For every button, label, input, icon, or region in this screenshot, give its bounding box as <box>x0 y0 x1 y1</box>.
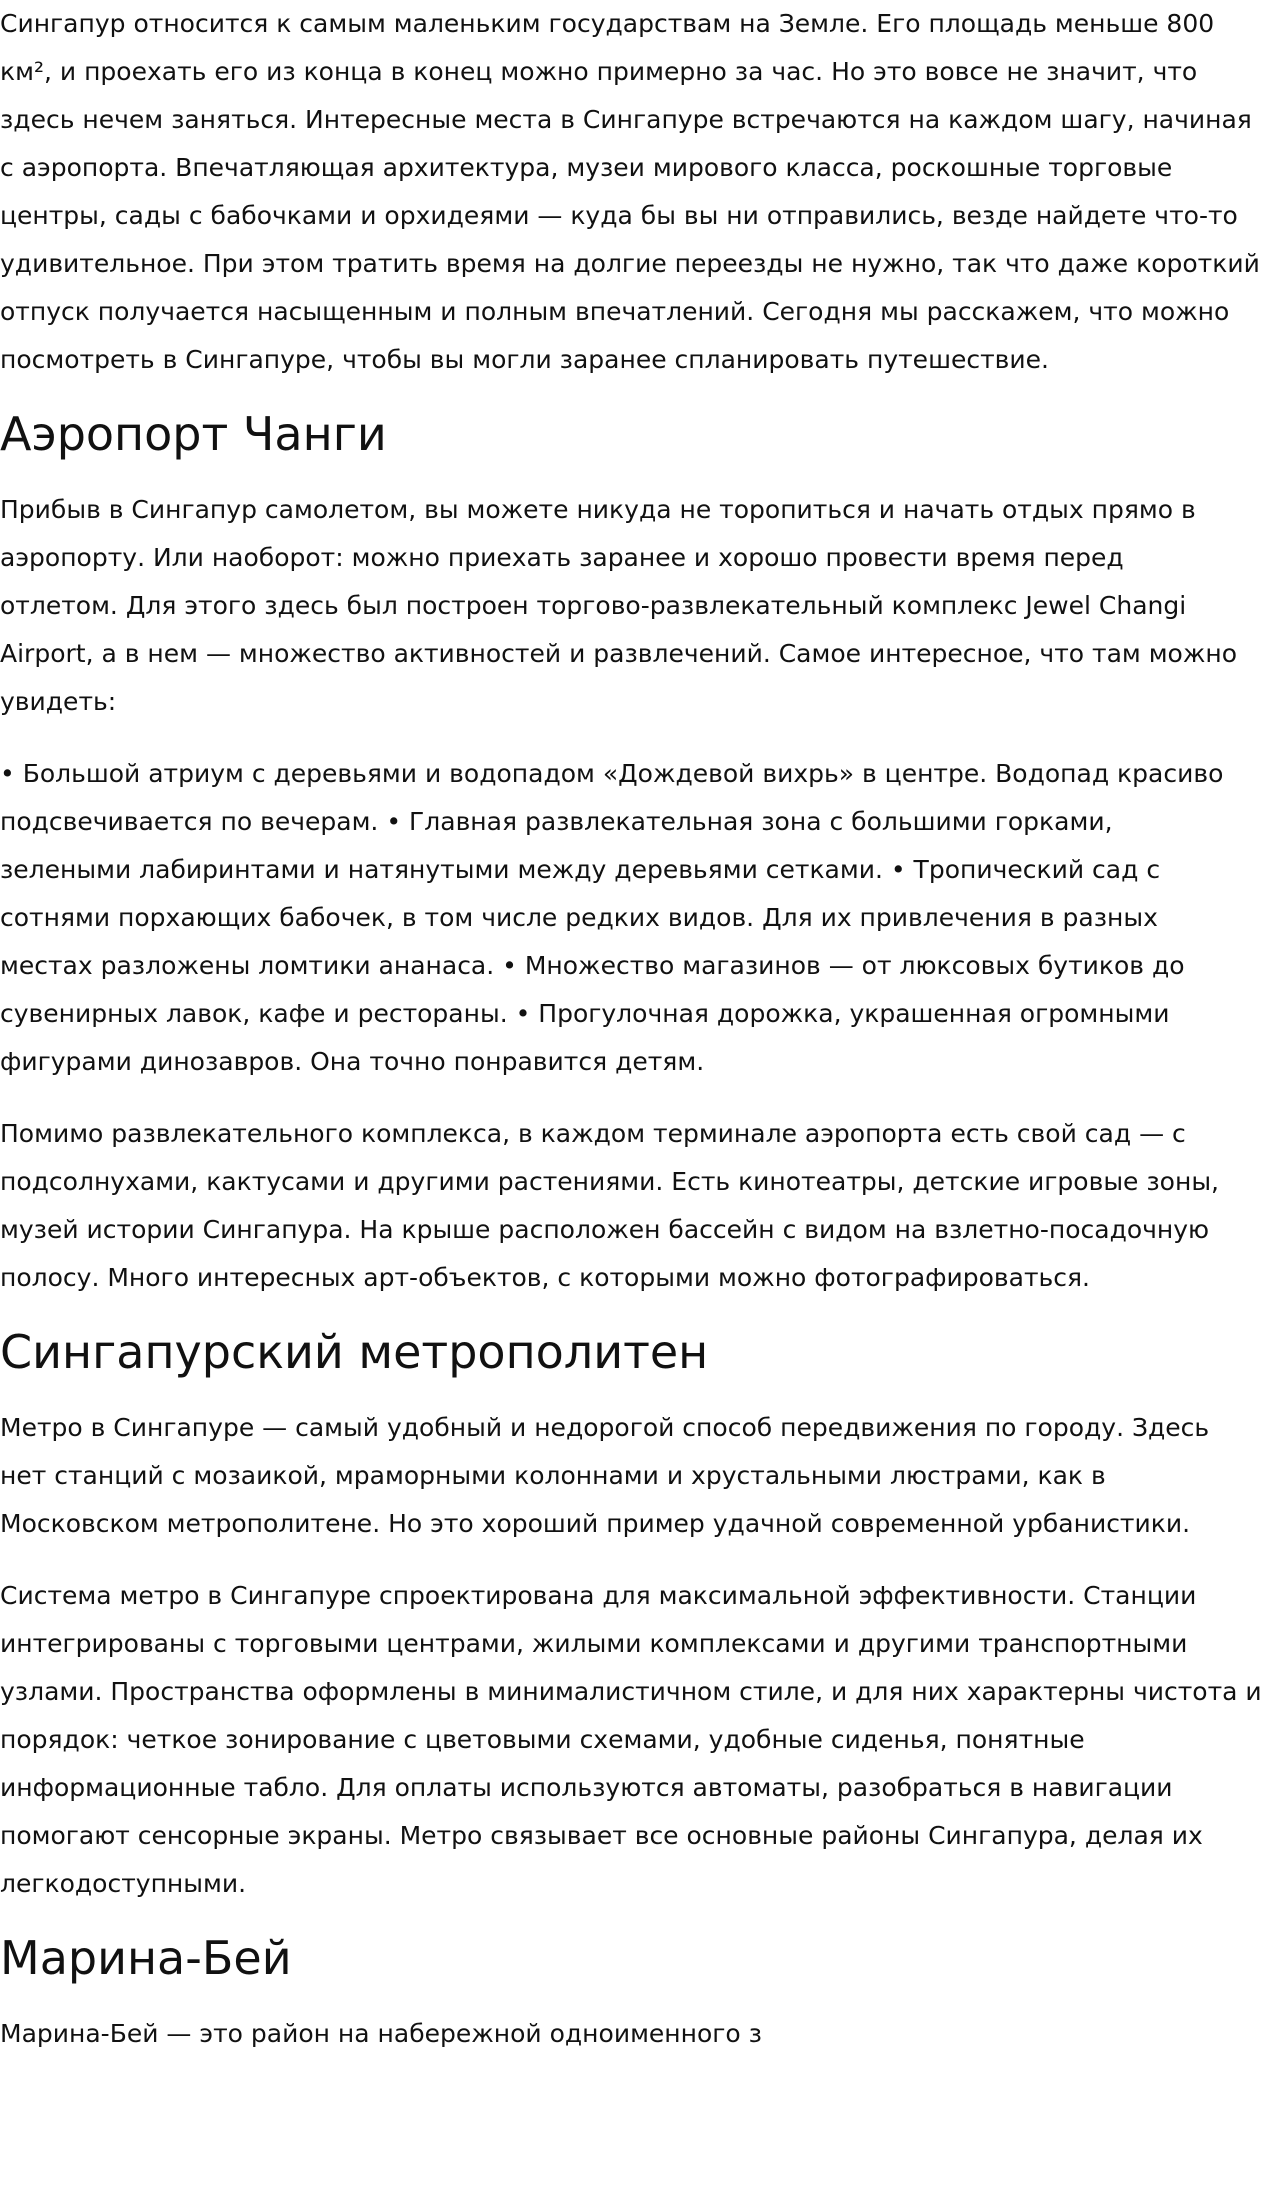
section-heading-marina-bay: Марина-Бей <box>0 1931 292 1985</box>
section-heading-changi: Аэропорт Чанги <box>0 407 387 461</box>
changi-paragraph-1: Прибыв в Сингапур самолетом, вы можете никуда не торопиться и начать отдых прямо в аэропорту. Или наоборот: можно приехать заранее и хорошо провести время перед отлетом. Для этого здесь был построен торгово-развлекательный комплекс Jewel Changi Airport, а в нем — множество активностей и развлечений. Самое интересное, что там можно увидеть: <box>0 495 1238 716</box>
metro-paragraph-2: Система метро в Сингапуре спроектирована для максимальной эффективности. Станции интегрированы с торговыми центрами, жилыми комплексами и другими транспортными узлами. Пространства оформлены в минималистичном стиле, и для них характерны чистота и порядок: четкое зонирование с цветовыми схемами, удобные сиденья, понятные информационные табло. Для оплаты используются автоматы, разобраться в навигации помогают сенсорные экраны. Метро связывает все основные районы Сингапура, делая их легкодоступными. <box>0 1581 1262 1898</box>
changi-bullet-list: • Большой атриум с деревьями и водопадом «Дождевой вихрь» в центре. Водопад красиво подсвечивается по вечерам. • Главная развлекательная зона с большими горками, зелеными лабиринтами и натянутыми между деревьями сетками. • Тропический сад с сотнями порхающих бабочек, в том числе редких видов. Для их привлечения в разных местах разложены ломтики ананаса. • Множество магазинов — от люксовых бутиков до сувенирных лавок, кафе и рестораны. • Прогулочная дорожка, украшенная огромными фигурами динозавров. Она точно понравится детям. <box>0 759 1224 1076</box>
intro-paragraph: Сингапур относится к самым маленьким государствам на Земле. Его площадь меньше 800 км², и проехать его из конца в конец можно примерно за час. Но это вовсе не значит, что здесь нечем заняться. Интересные места в Сингапуре встречаются на каждом шагу, начиная с аэропорта. Впечатляющая архитектура, музеи мирового класса, роскошные торговые центры, сады с бабочками и орхидеями — куда бы вы ни отправились, везде найдете что-то удивительное. При этом тратить время на долгие переезды не нужно, так что даже короткий отпуск получается насыщенным и полным впечатлений. Сегодня мы расскажем, что можно посмотреть в Сингапуре, чтобы вы могли заранее спланировать путешествие. <box>0 9 1260 374</box>
marina-bay-paragraph-1: Марина-Бей — это район на набережной одноименного з <box>0 2019 762 2048</box>
metro-paragraph-1: Метро в Сингапуре — самый удобный и недорогой способ передвижения по городу. Здесь нет станций с мозаикой, мраморными колоннами и хрустальными люстрами, как в Московском метрополитене. Но это хороший пример удачной современной урбанистики. <box>0 1413 1210 1538</box>
changi-paragraph-2: Помимо развлекательного комплекса, в каждом терминале аэропорта есть свой сад — с подсолнухами, кактусами и другими растениями. Есть кинотеатры, детские игровые зоны, музей истории Сингапура. На крыше расположен бассейн с видом на взлетно-посадочную полосу. Много интересных арт-объектов, с которыми можно фотографироваться. <box>0 1119 1220 1292</box>
section-heading-metro: Сингапурский метрополитен <box>0 1325 709 1379</box>
